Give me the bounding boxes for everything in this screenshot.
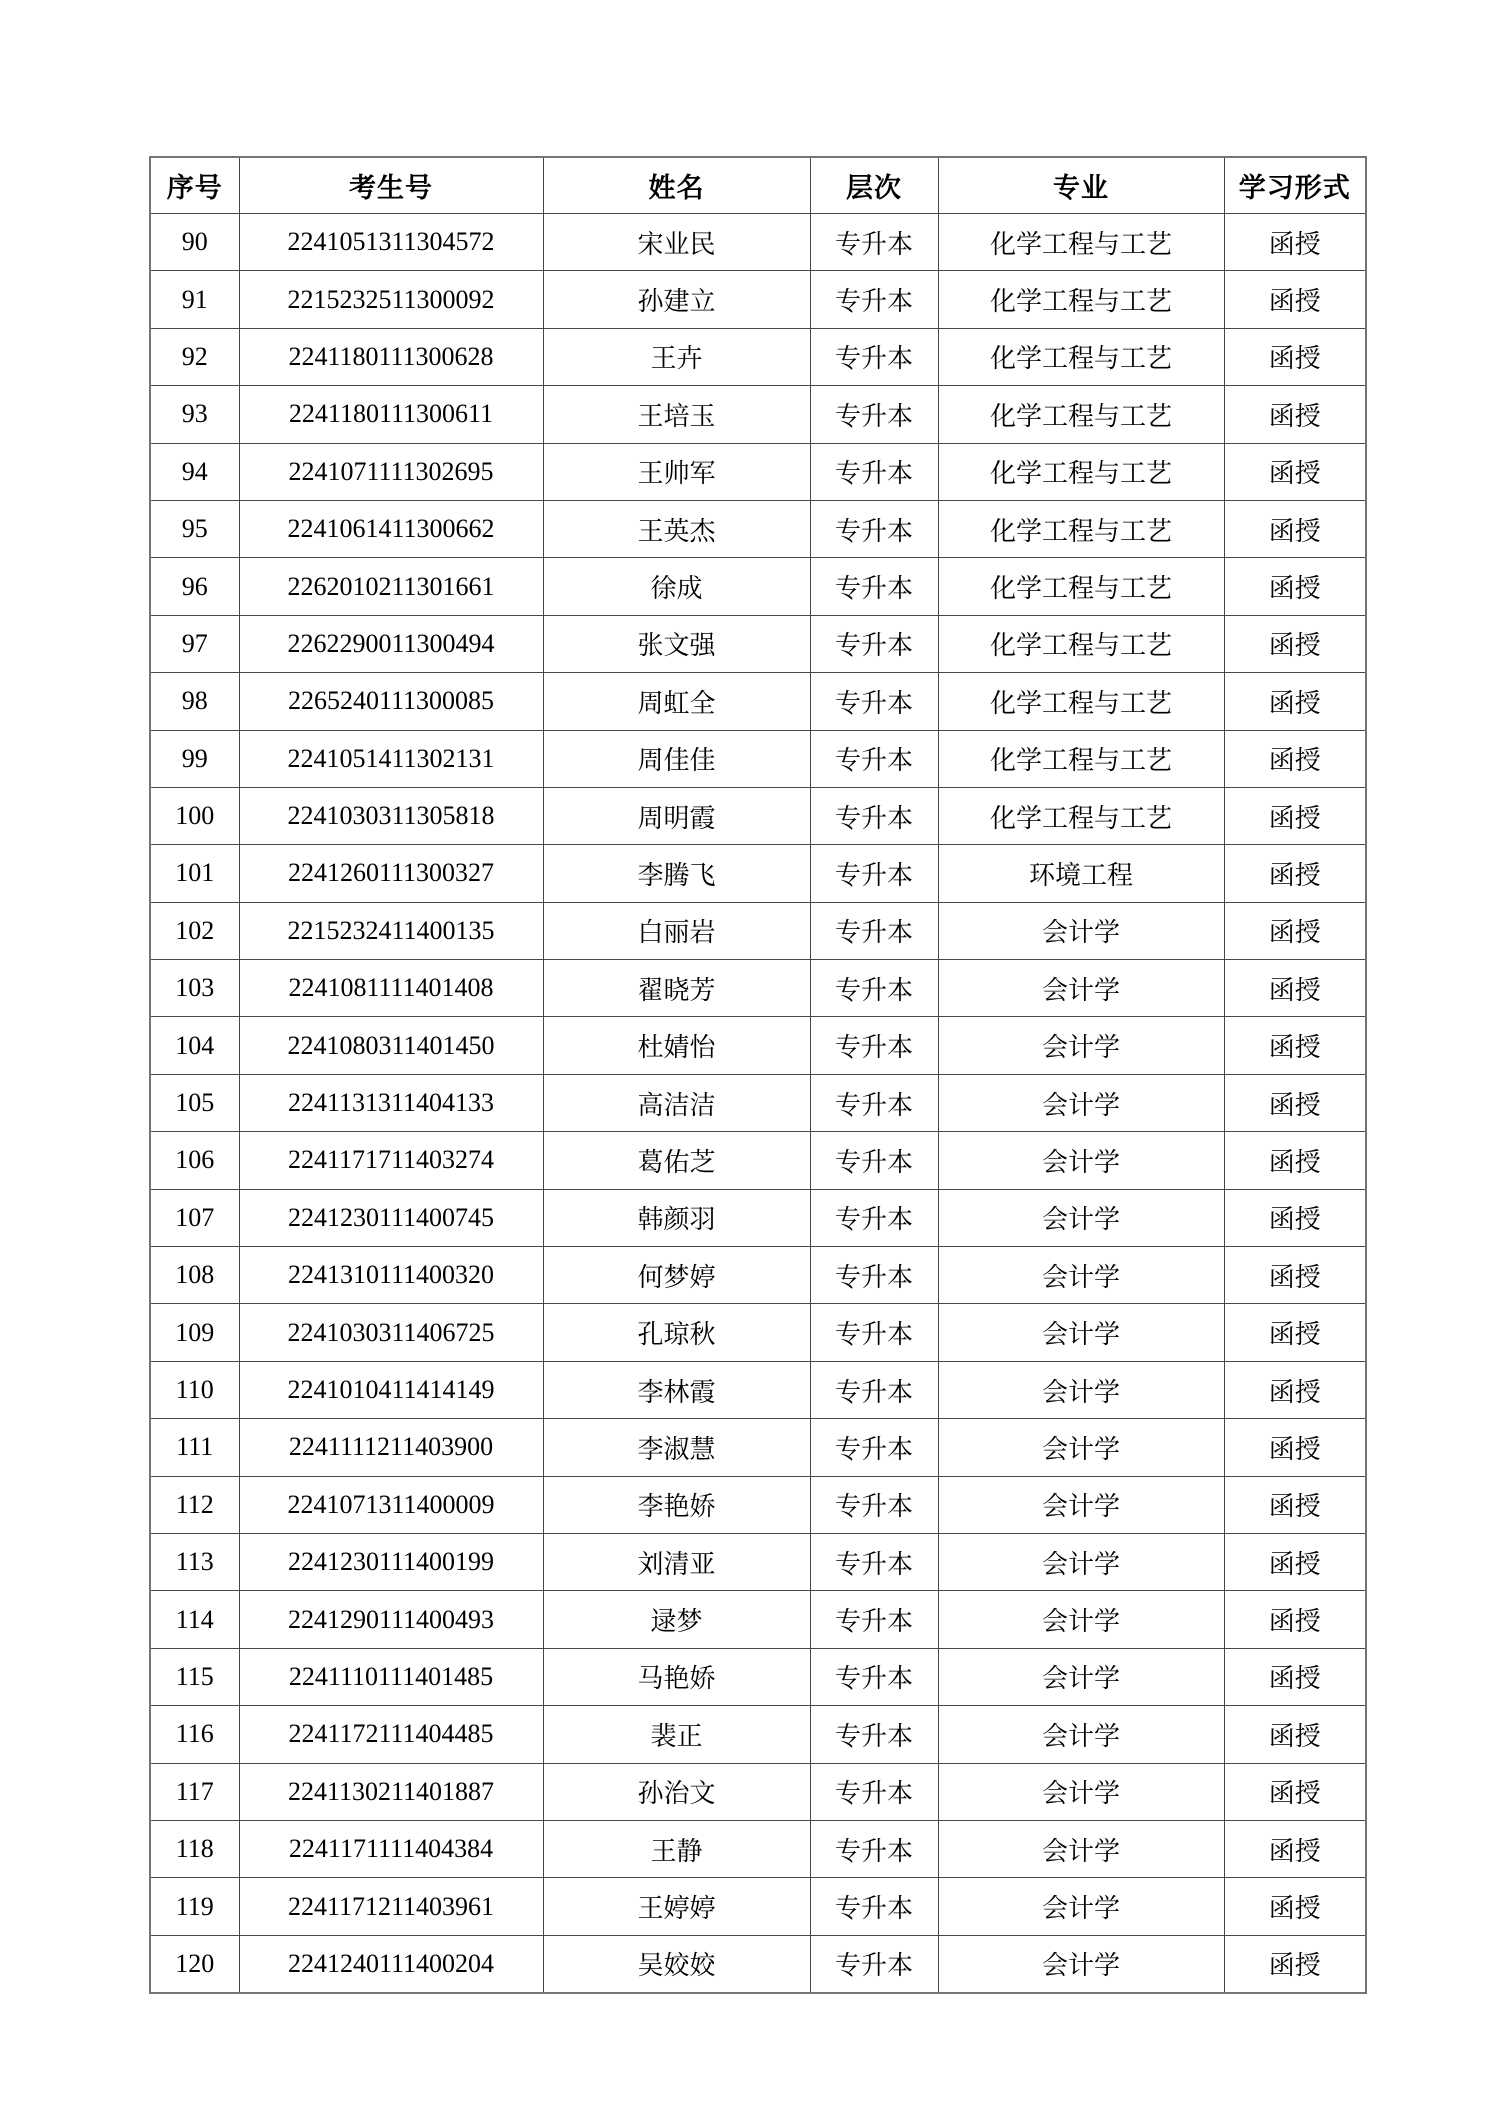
table-row [150, 960, 1366, 1017]
serial-cell: 104 [150, 1017, 239, 1074]
table-row [150, 1074, 1366, 1131]
table-row [150, 1247, 1366, 1304]
level-cell: 专升本 [810, 214, 938, 271]
major-cell: 会计学 [938, 902, 1224, 959]
candidate-no-cell: 2241171211403961 [239, 1878, 543, 1935]
study-form-cell: 函授 [1224, 214, 1366, 271]
candidate-no-cell: 2265240111300085 [239, 673, 543, 730]
major-cell: 环境工程 [938, 845, 1224, 902]
level-cell: 专升本 [810, 1247, 938, 1304]
serial-cell: 102 [150, 902, 239, 959]
name-cell: 何梦婷 [543, 1247, 810, 1304]
level-cell: 专升本 [810, 271, 938, 328]
level-cell: 专升本 [810, 1591, 938, 1648]
major-cell: 化学工程与工艺 [938, 615, 1224, 672]
major-cell: 化学工程与工艺 [938, 730, 1224, 787]
table-row [150, 1361, 1366, 1418]
major-cell: 化学工程与工艺 [938, 500, 1224, 557]
serial-cell: 96 [150, 558, 239, 615]
major-cell: 会计学 [938, 1533, 1224, 1590]
major-cell: 会计学 [938, 1648, 1224, 1705]
name-cell: 王培玉 [543, 386, 810, 443]
major-cell: 会计学 [938, 1706, 1224, 1763]
table-row [150, 1706, 1366, 1763]
name-cell: 孔琼秋 [543, 1304, 810, 1361]
serial-cell: 118 [150, 1820, 239, 1877]
table-row [150, 1189, 1366, 1246]
major-cell: 会计学 [938, 1419, 1224, 1476]
study-form-cell: 函授 [1224, 1533, 1366, 1590]
candidate-no-cell: 2241110111401485 [239, 1648, 543, 1705]
study-form-cell: 函授 [1224, 271, 1366, 328]
major-cell: 化学工程与工艺 [938, 271, 1224, 328]
candidate-no-cell: 2241061411300662 [239, 500, 543, 557]
candidate-roster-table [149, 156, 1367, 1994]
candidate-no-cell: 2241131311404133 [239, 1074, 543, 1131]
level-cell: 专升本 [810, 1648, 938, 1705]
name-cell: 翟晓芳 [543, 960, 810, 1017]
major-cell: 会计学 [938, 1361, 1224, 1418]
candidate-no-cell: 2241310111400320 [239, 1247, 543, 1304]
candidate-no-cell: 2241071111302695 [239, 443, 543, 500]
candidate-no-cell: 2241171111404384 [239, 1820, 543, 1877]
study-form-cell: 函授 [1224, 960, 1366, 1017]
level-cell: 专升本 [810, 1476, 938, 1533]
candidate-no-cell: 2215232411400135 [239, 902, 543, 959]
serial-cell: 112 [150, 1476, 239, 1533]
level-cell: 专升本 [810, 902, 938, 959]
table-row [150, 1591, 1366, 1648]
table-row [150, 1648, 1366, 1705]
study-form-cell: 函授 [1224, 328, 1366, 385]
name-cell: 王婷婷 [543, 1878, 810, 1935]
serial-cell: 114 [150, 1591, 239, 1648]
study-form-cell: 函授 [1224, 1648, 1366, 1705]
study-form-cell: 函授 [1224, 443, 1366, 500]
table-row [150, 328, 1366, 385]
serial-cell: 93 [150, 386, 239, 443]
major-cell: 会计学 [938, 1591, 1224, 1648]
name-cell: 杜婧怡 [543, 1017, 810, 1074]
level-cell: 专升本 [810, 1017, 938, 1074]
column-header-candidate-no: 考生号 [239, 157, 543, 214]
name-cell: 宋业民 [543, 214, 810, 271]
table-row [150, 271, 1366, 328]
candidate-no-cell: 2241081111401408 [239, 960, 543, 1017]
candidate-no-cell: 2215232511300092 [239, 271, 543, 328]
major-cell: 会计学 [938, 1763, 1224, 1820]
candidate-no-cell: 2241010411414149 [239, 1361, 543, 1418]
study-form-cell: 函授 [1224, 1304, 1366, 1361]
serial-cell: 106 [150, 1132, 239, 1189]
major-cell: 化学工程与工艺 [938, 558, 1224, 615]
candidate-no-cell: 2241111211403900 [239, 1419, 543, 1476]
study-form-cell: 函授 [1224, 787, 1366, 844]
level-cell: 专升本 [810, 960, 938, 1017]
study-form-cell: 函授 [1224, 1820, 1366, 1877]
candidate-no-cell: 2241051411302131 [239, 730, 543, 787]
serial-cell: 92 [150, 328, 239, 385]
level-cell: 专升本 [810, 1132, 938, 1189]
name-cell: 张文强 [543, 615, 810, 672]
table-row [150, 1476, 1366, 1533]
study-form-cell: 函授 [1224, 1361, 1366, 1418]
serial-cell: 90 [150, 214, 239, 271]
major-cell: 会计学 [938, 1132, 1224, 1189]
column-header-level: 层次 [810, 157, 938, 214]
study-form-cell: 函授 [1224, 558, 1366, 615]
name-cell: 裴正 [543, 1706, 810, 1763]
level-cell: 专升本 [810, 787, 938, 844]
table-row [150, 845, 1366, 902]
serial-cell: 98 [150, 673, 239, 730]
candidate-no-cell: 2241240111400204 [239, 1935, 543, 1993]
serial-cell: 101 [150, 845, 239, 902]
name-cell: 李腾飞 [543, 845, 810, 902]
candidate-no-cell: 2241180111300628 [239, 328, 543, 385]
major-cell: 会计学 [938, 1878, 1224, 1935]
major-cell: 会计学 [938, 1476, 1224, 1533]
name-cell: 王卉 [543, 328, 810, 385]
serial-cell: 109 [150, 1304, 239, 1361]
candidate-no-cell: 2241130211401887 [239, 1763, 543, 1820]
level-cell: 专升本 [810, 1533, 938, 1590]
major-cell: 会计学 [938, 1935, 1224, 1993]
name-cell: 葛佑芝 [543, 1132, 810, 1189]
table-row [150, 1878, 1366, 1935]
study-form-cell: 函授 [1224, 1878, 1366, 1935]
level-cell: 专升本 [810, 328, 938, 385]
study-form-cell: 函授 [1224, 730, 1366, 787]
serial-cell: 107 [150, 1189, 239, 1246]
column-header-major: 专业 [938, 157, 1224, 214]
candidate-no-cell: 2262290011300494 [239, 615, 543, 672]
study-form-cell: 函授 [1224, 1132, 1366, 1189]
study-form-cell: 函授 [1224, 1706, 1366, 1763]
table-row [150, 673, 1366, 730]
level-cell: 专升本 [810, 1935, 938, 1993]
serial-cell: 100 [150, 787, 239, 844]
level-cell: 专升本 [810, 1361, 938, 1418]
serial-cell: 97 [150, 615, 239, 672]
level-cell: 专升本 [810, 673, 938, 730]
table-row [150, 615, 1366, 672]
study-form-cell: 函授 [1224, 386, 1366, 443]
level-cell: 专升本 [810, 500, 938, 557]
study-form-cell: 函授 [1224, 1935, 1366, 1993]
study-form-cell: 函授 [1224, 1763, 1366, 1820]
major-cell: 会计学 [938, 1820, 1224, 1877]
candidate-no-cell: 2241172111404485 [239, 1706, 543, 1763]
major-cell: 化学工程与工艺 [938, 214, 1224, 271]
serial-cell: 105 [150, 1074, 239, 1131]
serial-cell: 113 [150, 1533, 239, 1590]
name-cell: 周明霞 [543, 787, 810, 844]
table-row [150, 730, 1366, 787]
study-form-cell: 函授 [1224, 1074, 1366, 1131]
name-cell: 吴姣姣 [543, 1935, 810, 1993]
study-form-cell: 函授 [1224, 1419, 1366, 1476]
serial-cell: 95 [150, 500, 239, 557]
level-cell: 专升本 [810, 845, 938, 902]
serial-cell: 108 [150, 1247, 239, 1304]
study-form-cell: 函授 [1224, 1591, 1366, 1648]
study-form-cell: 函授 [1224, 1189, 1366, 1246]
study-form-cell: 函授 [1224, 673, 1366, 730]
level-cell: 专升本 [810, 1763, 938, 1820]
major-cell: 会计学 [938, 1247, 1224, 1304]
table-row [150, 214, 1366, 271]
name-cell: 孙建立 [543, 271, 810, 328]
candidate-no-cell: 2241230111400199 [239, 1533, 543, 1590]
name-cell: 马艳娇 [543, 1648, 810, 1705]
major-cell: 会计学 [938, 960, 1224, 1017]
major-cell: 会计学 [938, 1304, 1224, 1361]
level-cell: 专升本 [810, 1878, 938, 1935]
level-cell: 专升本 [810, 1189, 938, 1246]
study-form-cell: 函授 [1224, 500, 1366, 557]
serial-cell: 91 [150, 271, 239, 328]
serial-cell: 94 [150, 443, 239, 500]
level-cell: 专升本 [810, 443, 938, 500]
level-cell: 专升本 [810, 1074, 938, 1131]
major-cell: 会计学 [938, 1017, 1224, 1074]
table-row [150, 386, 1366, 443]
major-cell: 会计学 [938, 1189, 1224, 1246]
level-cell: 专升本 [810, 1820, 938, 1877]
major-cell: 化学工程与工艺 [938, 787, 1224, 844]
level-cell: 专升本 [810, 730, 938, 787]
serial-cell: 111 [150, 1419, 239, 1476]
level-cell: 专升本 [810, 1304, 938, 1361]
table-row [150, 787, 1366, 844]
serial-cell: 99 [150, 730, 239, 787]
name-cell: 李淑慧 [543, 1419, 810, 1476]
name-cell: 白丽岩 [543, 902, 810, 959]
name-cell: 高洁洁 [543, 1074, 810, 1131]
table-header-row [150, 157, 1366, 214]
level-cell: 专升本 [810, 1706, 938, 1763]
level-cell: 专升本 [810, 1419, 938, 1476]
name-cell: 周虹全 [543, 673, 810, 730]
name-cell: 徐成 [543, 558, 810, 615]
table-row [150, 1419, 1366, 1476]
name-cell: 周佳佳 [543, 730, 810, 787]
name-cell: 孙治文 [543, 1763, 810, 1820]
table-row [150, 1820, 1366, 1877]
table-row [150, 1763, 1366, 1820]
candidate-no-cell: 2241180111300611 [239, 386, 543, 443]
column-header-serial: 序号 [150, 157, 239, 214]
candidate-no-cell: 2241030311406725 [239, 1304, 543, 1361]
major-cell: 化学工程与工艺 [938, 328, 1224, 385]
name-cell: 刘清亚 [543, 1533, 810, 1590]
table-row [150, 1304, 1366, 1361]
major-cell: 化学工程与工艺 [938, 386, 1224, 443]
major-cell: 会计学 [938, 1074, 1224, 1131]
study-form-cell: 函授 [1224, 1017, 1366, 1074]
serial-cell: 120 [150, 1935, 239, 1993]
candidate-no-cell: 2262010211301661 [239, 558, 543, 615]
candidate-no-cell: 2241080311401450 [239, 1017, 543, 1074]
name-cell: 王静 [543, 1820, 810, 1877]
table-row [150, 902, 1366, 959]
name-cell: 李艳娇 [543, 1476, 810, 1533]
serial-cell: 117 [150, 1763, 239, 1820]
table-row [150, 558, 1366, 615]
candidate-no-cell: 2241071311400009 [239, 1476, 543, 1533]
column-header-study-form: 学习形式 [1224, 157, 1366, 214]
major-cell: 化学工程与工艺 [938, 673, 1224, 730]
table-row [150, 1017, 1366, 1074]
name-cell: 王英杰 [543, 500, 810, 557]
candidate-no-cell: 2241051311304572 [239, 214, 543, 271]
study-form-cell: 函授 [1224, 845, 1366, 902]
level-cell: 专升本 [810, 558, 938, 615]
name-cell: 李林霞 [543, 1361, 810, 1418]
candidate-no-cell: 2241030311305818 [239, 787, 543, 844]
study-form-cell: 函授 [1224, 1247, 1366, 1304]
name-cell: 逯梦 [543, 1591, 810, 1648]
table-row [150, 1132, 1366, 1189]
table-row [150, 500, 1366, 557]
study-form-cell: 函授 [1224, 1476, 1366, 1533]
serial-cell: 110 [150, 1361, 239, 1418]
serial-cell: 115 [150, 1648, 239, 1705]
candidate-no-cell: 2241230111400745 [239, 1189, 543, 1246]
table-row [150, 443, 1366, 500]
study-form-cell: 函授 [1224, 615, 1366, 672]
level-cell: 专升本 [810, 386, 938, 443]
column-header-name: 姓名 [543, 157, 810, 214]
serial-cell: 116 [150, 1706, 239, 1763]
name-cell: 王帅军 [543, 443, 810, 500]
table-row [150, 1533, 1366, 1590]
study-form-cell: 函授 [1224, 902, 1366, 959]
candidate-no-cell: 2241260111300327 [239, 845, 543, 902]
serial-cell: 119 [150, 1878, 239, 1935]
major-cell: 化学工程与工艺 [938, 443, 1224, 500]
serial-cell: 103 [150, 960, 239, 1017]
level-cell: 专升本 [810, 615, 938, 672]
candidate-no-cell: 2241171711403274 [239, 1132, 543, 1189]
candidate-no-cell: 2241290111400493 [239, 1591, 543, 1648]
table-row [150, 1935, 1366, 1993]
name-cell: 韩颜羽 [543, 1189, 810, 1246]
